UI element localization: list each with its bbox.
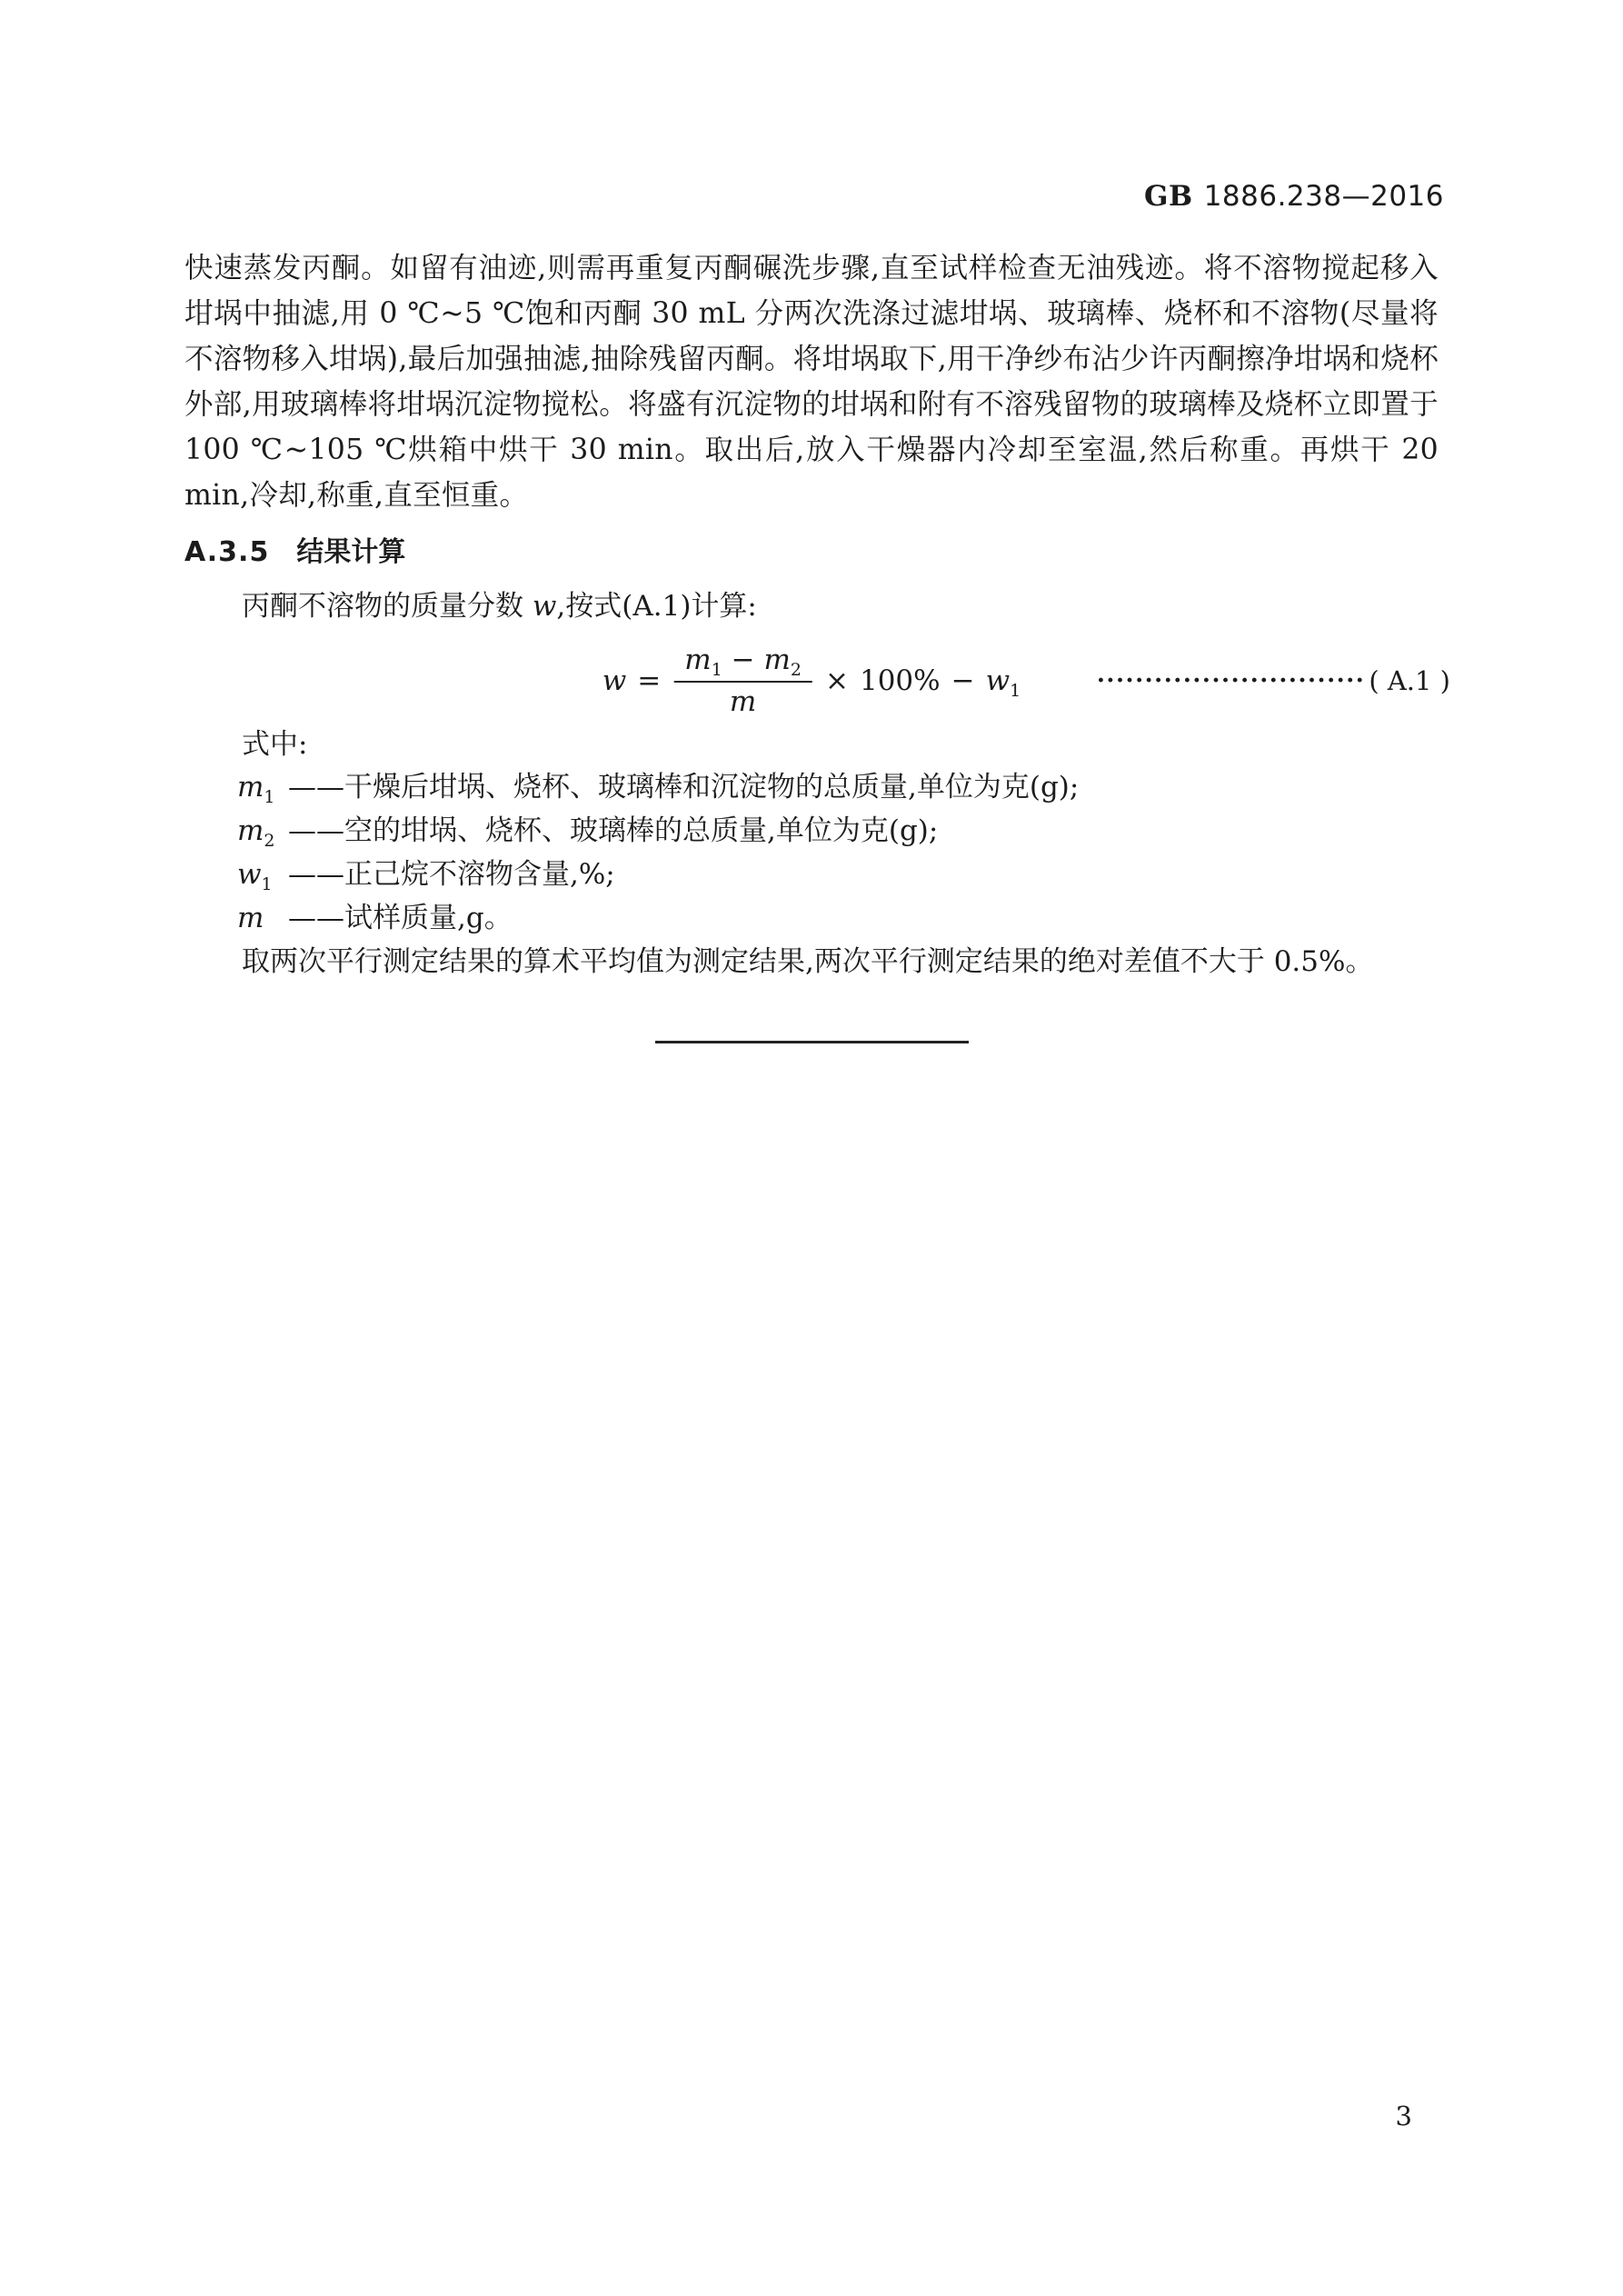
equation-label [1097,665,1450,696]
definition-text: ——试样质量,g。 [288,902,513,934]
equation-a1-expression [602,644,1021,718]
definition-symbol: $m_2$ [237,814,275,852]
fraction-denominator [730,683,756,718]
definition-m2 [184,809,1439,853]
minus-sign-2: − [951,664,975,697]
section-title: 结果计算 [296,536,406,568]
equals-sign: = [637,664,662,697]
definition-text: ——干燥后坩埚、烧杯、玻璃棒和沉淀物的总质量,单位为克(g); [288,771,1080,804]
closing-paragraph: 取两次平行测定结果的算术平均值为测定结果,两次平行测定结果的绝对差值不大于 0.5%。 [242,945,1374,978]
formula-intro-post: ,按式(A.1)计算: [556,590,757,623]
procedure-paragraph: 快速蒸发丙酮。如留有油迹,则需再重复丙酮碾洗步骤,直至试样检查无油残迹。将不溶物搅起移入坩埚中抽滤,用 0 ℃~5 ℃饱和丙酮 30 mL 分两次洗涤过滤坩埚、玻璃棒、烧杯和不溶物(尽量将不溶物移入坩埚),最后加强抽滤,抽除残留丙酮。将坩埚取下,用干净纱布沾少许丙酮擦净坩埚和烧杯外部,用玻璃棒将坩埚沉淀物搅松。将盛有沉淀物的坩埚和附有不溶残留物的玻璃棒及烧杯立即置于 100 ℃~105 ℃烘箱中烘干 30 min。取出后,放入干燥器内冷却至室温,然后称重。再烘干 20 min,冷却,称重,直至恒重。 [184,252,1439,512]
fraction [673,644,812,718]
symbol-m: m [729,685,757,718]
section-heading [184,533,1439,573]
symbol-m1: m [684,644,712,676]
definition-text: ——正己烷不溶物含量,%; [288,858,615,891]
equation-a1-row [184,638,1450,724]
definition-symbol: $m_1$ [237,771,275,808]
where-label: 式中: [242,728,308,761]
definition-m1 [184,765,1439,809]
standard-code-prefix: GB [1144,180,1193,213]
definition-m [184,896,1439,940]
equation-lhs: w [602,664,627,697]
formula-intro-pre: 丙酮不溶物的质量分数 [242,590,533,623]
page-content [184,245,1450,1043]
standard-code-header [1144,180,1444,213]
symbol-w1: $w_1$ [985,664,1021,702]
definition-symbol: m [237,902,264,934]
minus-sign: − [731,644,755,676]
symbol-m2: m [763,644,791,676]
formula-intro [184,585,1439,627]
fraction-numerator [673,644,812,683]
equation-number: ( A.1 ) [1369,665,1450,696]
end-of-text-divider [655,1041,969,1043]
symbol-m2-subscript: 2 [790,660,802,681]
definition-w1 [184,853,1439,896]
definition-text: ——空的坩埚、烧杯、玻璃棒的总质量,单位为克(g); [288,814,939,847]
section-number: A.3.5 [184,536,270,568]
dotted-leader: ···························· [1096,667,1366,694]
symbol-definitions [184,765,1439,940]
formula-intro-variable: w [532,590,557,623]
definition-symbol: $w_1$ [237,858,273,895]
multiply-sign: × [824,664,849,697]
page-number: 3 [1395,2101,1412,2131]
standard-code-number: 1886.238—2016 [1203,180,1444,213]
symbol-m1-subscript: 1 [711,660,722,681]
percent-value: 100% [859,664,941,697]
